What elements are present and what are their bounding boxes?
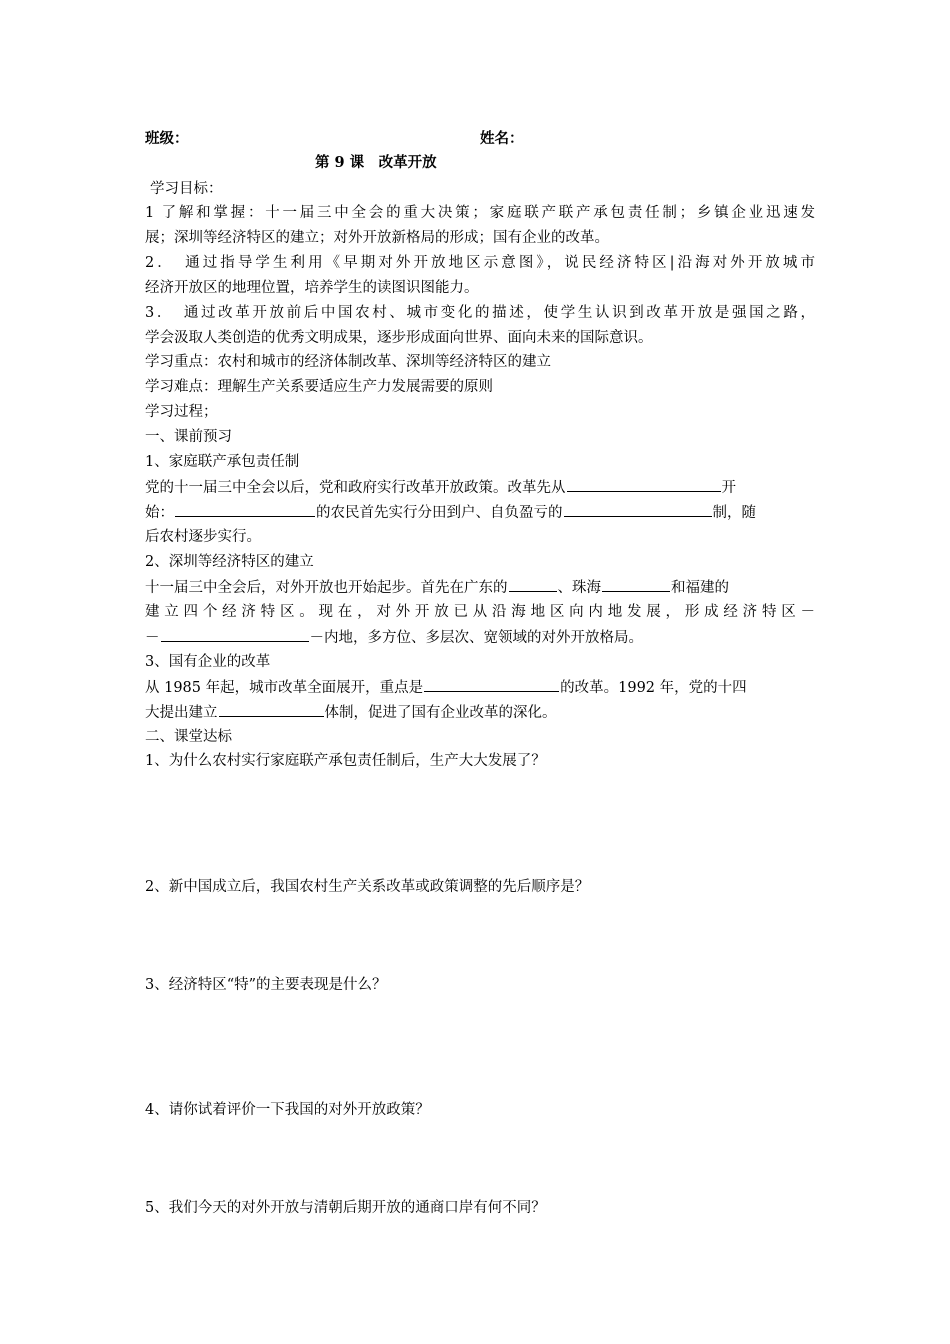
s1-line-3: 后农村逐步实行。 (145, 529, 261, 545)
section-2-heading: 二、课堂达标 (145, 729, 232, 745)
s2-line-3: － －内地，多方位、多层次、宽领域的对外开放格局。 (145, 627, 815, 648)
fill-blank[interactable] (509, 577, 557, 592)
s2-line-2: 建立四个经济特区。现在，对外开放已从沿海地区向内地发展，形成经济特区－ (145, 604, 815, 620)
name-label: 姓名： (480, 130, 524, 147)
class-label: 班级： (145, 130, 189, 147)
difficulty: 学习难点：理解生产关系要适应生产力发展需要的原则 (145, 379, 493, 395)
fill-blank[interactable] (602, 577, 670, 592)
question-5: 5、我们今天的对外开放与清朝后期开放的通商口岸有何不同？ (145, 1200, 546, 1216)
s2-line-1: 十一届三中全会后，对外开放也开始起步。首先在广东的 、珠海 和福建的 (145, 577, 815, 598)
question-3: 3、经济特区“特”的主要表现是什么？ (145, 977, 387, 993)
objective-1-line-2: 展；深圳等经济特区的建立；对外开放新格局的形成；国有企业的改革。 (145, 230, 609, 246)
question-4: 4、请你试着评价一下我国的对外开放政策？ (145, 1102, 430, 1118)
objective-3-line-1: 3． 通过改革开放前后中国农村、城市变化的描述，使学生认识到改革开放是强国之路， (145, 305, 815, 321)
s1-line-1: 党的十一届三中全会以后，党和政府实行改革开放政策。改革先从 开 (145, 477, 815, 498)
subsection-2-title: 2、深圳等经济特区的建立 (145, 554, 314, 570)
question-1: 1、为什么农村实行家庭联产承包责任制后，生产大大发展了？ (145, 753, 546, 769)
process-heading: 学习过程； (145, 404, 218, 420)
objective-2-line-2: 经济开放区的地理位置，培养学生的读图识图能力。 (145, 280, 479, 296)
subsection-1-title: 1、家庭联产承包责任制 (145, 454, 300, 470)
objectives-heading: 学习目标： (150, 181, 223, 197)
s3-line-1: 从 1985 年起，城市改革全面展开，重点是 的改革。1992 年，党的十四 (145, 677, 815, 698)
objective-3-line-2: 学会汲取人类创造的优秀文明成果，逐步形成面向世界、面向未来的国际意识。 (145, 330, 653, 346)
fill-blank[interactable] (564, 502, 712, 517)
question-2: 2、新中国成立后，我国农村生产关系改革或政策调整的先后顺序是？ (145, 879, 590, 895)
objective-2-line-1: 2． 通过指导学生利用《早期对外开放地区示意图》，说民经济特区|沿海对外开放城市 (145, 255, 815, 271)
subsection-3-title: 3、国有企业的改革 (145, 654, 271, 670)
objective-1-line-1: 1 了解和掌握：十一届三中全会的重大决策；家庭联产联产承包责任制；乡镇企业迅速发 (145, 205, 815, 221)
header-row (145, 129, 815, 149)
s3-line-2: 大提出建立 体制，促进了国有企业改革的深化。 (145, 702, 815, 723)
key-point: 学习重点：农村和城市的经济体制改革、深圳等经济特区的建立 (145, 354, 551, 370)
fill-blank[interactable] (175, 502, 315, 517)
lesson-title: 第 9 课 改革开放 (315, 154, 437, 171)
s1-line-2: 始： 的农民首先实行分田到户、自负盈亏的 制，随 (145, 502, 815, 523)
section-1-heading: 一、课前预习 (145, 429, 232, 445)
fill-blank[interactable] (424, 677, 559, 692)
fill-blank[interactable] (567, 477, 721, 492)
fill-blank[interactable] (219, 702, 324, 717)
fill-blank[interactable] (161, 627, 309, 642)
